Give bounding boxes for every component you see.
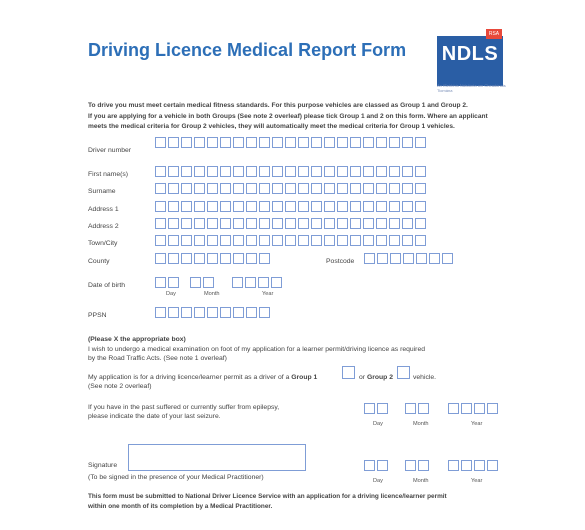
form-title: Driving Licence Medical Report Form xyxy=(88,40,407,60)
character-box[interactable] xyxy=(415,218,426,229)
character-box[interactable] xyxy=(324,201,335,212)
character-box[interactable] xyxy=(376,183,387,194)
seizure-day-boxes[interactable] xyxy=(364,403,388,414)
character-box[interactable] xyxy=(155,183,166,194)
character-box[interactable] xyxy=(181,137,192,148)
character-box[interactable] xyxy=(233,137,244,148)
character-box[interactable] xyxy=(181,218,192,229)
signature-day-box[interactable] xyxy=(377,460,388,471)
character-box[interactable] xyxy=(337,201,348,212)
character-box[interactable] xyxy=(246,183,257,194)
character-box[interactable] xyxy=(415,201,426,212)
character-box[interactable] xyxy=(402,201,413,212)
section-heading: (Please X the appropriate box) xyxy=(88,336,186,343)
seizure-month-box[interactable] xyxy=(405,403,416,414)
signature-month-box[interactable] xyxy=(405,460,416,471)
character-box[interactable] xyxy=(259,137,270,148)
footer-line-2: within one month of its completion by a Medical Practitioner. xyxy=(88,503,273,510)
character-box[interactable] xyxy=(285,235,296,246)
character-box[interactable] xyxy=(389,183,400,194)
character-box[interactable] xyxy=(259,201,270,212)
character-box[interactable] xyxy=(272,235,283,246)
dob-year-caption: Year xyxy=(262,291,274,297)
character-box[interactable] xyxy=(168,201,179,212)
group-or: or xyxy=(359,374,366,381)
character-box[interactable] xyxy=(272,137,283,148)
signature-month-box[interactable] xyxy=(418,460,429,471)
seizure-day-caption: Day xyxy=(373,421,383,427)
driver-number-boxes[interactable] xyxy=(155,137,426,148)
rsa-badge: RSA xyxy=(486,29,502,39)
character-box[interactable] xyxy=(376,201,387,212)
character-box[interactable] xyxy=(376,218,387,229)
character-box[interactable] xyxy=(402,218,413,229)
intro-line-2: If you are applying for a vehicle in both Groups (See note 2 overleaf) please tick Group 1 and 2 on this form. Where an applicant xyxy=(88,112,488,120)
town-city-label: Town/City xyxy=(88,240,118,247)
character-box[interactable] xyxy=(259,235,270,246)
character-box[interactable] xyxy=(272,166,283,177)
character-box[interactable] xyxy=(194,235,205,246)
address1-label: Address 1 xyxy=(88,206,119,213)
character-box[interactable] xyxy=(181,183,192,194)
dob-year-box[interactable] xyxy=(271,277,282,288)
character-box[interactable] xyxy=(363,166,374,177)
character-box[interactable] xyxy=(194,183,205,194)
ppsn-label: PPSN xyxy=(88,312,107,319)
footer-note xyxy=(88,492,508,512)
character-box[interactable] xyxy=(168,137,179,148)
character-box[interactable] xyxy=(220,137,231,148)
signature-year-box[interactable] xyxy=(461,460,472,471)
group-1-checkbox[interactable] xyxy=(342,366,355,379)
character-box[interactable] xyxy=(246,253,257,264)
footer-line-1: This form must be submitted to National Driver Licence Service with an application for a driving licence/learner permit xyxy=(88,493,447,500)
character-box[interactable] xyxy=(350,235,361,246)
character-box[interactable] xyxy=(363,218,374,229)
character-box[interactable] xyxy=(220,201,231,212)
character-box[interactable] xyxy=(168,218,179,229)
seizure-day-box[interactable] xyxy=(364,403,375,414)
character-box[interactable] xyxy=(363,201,374,212)
character-box[interactable] xyxy=(181,166,192,177)
seizure-year-boxes[interactable] xyxy=(448,403,498,414)
character-box[interactable] xyxy=(311,218,322,229)
character-box[interactable] xyxy=(376,137,387,148)
character-box[interactable] xyxy=(416,253,427,264)
logo-text: NDLS xyxy=(441,43,499,65)
character-box[interactable] xyxy=(246,218,257,229)
character-box[interactable] xyxy=(311,201,322,212)
character-box[interactable] xyxy=(155,218,166,229)
character-box[interactable] xyxy=(415,183,426,194)
signature-day-boxes[interactable] xyxy=(364,460,388,471)
character-box[interactable] xyxy=(168,235,179,246)
character-box[interactable] xyxy=(311,137,322,148)
character-box[interactable] xyxy=(324,183,335,194)
character-box[interactable] xyxy=(350,137,361,148)
character-box[interactable] xyxy=(298,235,309,246)
character-box[interactable] xyxy=(377,253,388,264)
signature-note: (To be signed in the presence of your Medical Practitioner) xyxy=(88,474,264,481)
character-box[interactable] xyxy=(298,218,309,229)
signature-year-box[interactable] xyxy=(487,460,498,471)
signature-year-box[interactable] xyxy=(448,460,459,471)
character-box[interactable] xyxy=(285,183,296,194)
dob-year-boxes[interactable] xyxy=(232,277,282,288)
character-box[interactable] xyxy=(168,183,179,194)
date-of-birth-label: Date of birth xyxy=(88,282,126,289)
character-box[interactable] xyxy=(259,183,270,194)
character-box[interactable] xyxy=(246,137,257,148)
character-box[interactable] xyxy=(207,218,218,229)
intro-line-3: meets the medical criteria for Group 2 vehicles, they will automatically meet the medical criteria for Group 1 vehicles. xyxy=(88,123,455,130)
dob-month-boxes[interactable] xyxy=(190,277,214,288)
character-box[interactable] xyxy=(220,218,231,229)
ppsn-boxes[interactable] xyxy=(155,307,270,318)
seizure-year-box[interactable] xyxy=(461,403,472,414)
signature-year-caption: Year xyxy=(471,478,483,484)
seizure-year-box[interactable] xyxy=(448,403,459,414)
character-box[interactable] xyxy=(363,137,374,148)
exam-line-2: by the Road Traffic Acts. (See note 1 overleaf) xyxy=(88,355,227,362)
character-box[interactable] xyxy=(285,201,296,212)
postcode-boxes[interactable] xyxy=(364,253,453,264)
character-box[interactable] xyxy=(207,183,218,194)
character-box[interactable] xyxy=(324,218,335,229)
character-box[interactable] xyxy=(415,235,426,246)
dob-day-box[interactable] xyxy=(155,277,166,288)
character-box[interactable] xyxy=(246,307,257,318)
signature-label: Signature xyxy=(88,462,118,469)
character-box[interactable] xyxy=(246,166,257,177)
character-box[interactable] xyxy=(233,253,244,264)
first-names-boxes[interactable] xyxy=(155,166,426,177)
character-box[interactable] xyxy=(194,307,205,318)
character-box[interactable] xyxy=(272,218,283,229)
character-box[interactable] xyxy=(311,235,322,246)
group-2-text xyxy=(359,374,393,381)
exam-line-1: I wish to undergo a medical examination on foot of my application for a learner permit/driving licence as required xyxy=(88,346,426,353)
group-prefix: My application is for a driving licence/learner permit as a driver of a xyxy=(88,374,290,381)
character-box[interactable] xyxy=(442,253,453,264)
character-box[interactable] xyxy=(259,253,270,264)
character-box[interactable] xyxy=(194,201,205,212)
county-boxes[interactable] xyxy=(155,253,270,264)
character-box[interactable] xyxy=(272,183,283,194)
character-box[interactable] xyxy=(337,183,348,194)
character-box[interactable] xyxy=(194,218,205,229)
seizure-year-box[interactable] xyxy=(487,403,498,414)
logo-subtitle xyxy=(437,78,507,93)
character-box[interactable] xyxy=(207,137,218,148)
character-box[interactable] xyxy=(337,166,348,177)
intro-text xyxy=(88,101,508,133)
character-box[interactable] xyxy=(350,218,361,229)
address2-boxes[interactable] xyxy=(155,218,426,229)
group-note: (See note 2 overleaf) xyxy=(88,383,152,390)
character-box[interactable] xyxy=(246,235,257,246)
character-box[interactable] xyxy=(285,166,296,177)
character-box[interactable] xyxy=(168,307,179,318)
seizure-year-box[interactable] xyxy=(474,403,485,414)
character-box[interactable] xyxy=(246,201,257,212)
character-box[interactable] xyxy=(220,183,231,194)
dob-month-box[interactable] xyxy=(203,277,214,288)
character-box[interactable] xyxy=(324,137,335,148)
character-box[interactable] xyxy=(194,253,205,264)
character-box[interactable] xyxy=(324,235,335,246)
character-box[interactable] xyxy=(259,166,270,177)
character-box[interactable] xyxy=(402,137,413,148)
character-box[interactable] xyxy=(233,201,244,212)
seizure-month-caption: Month xyxy=(413,421,429,427)
dob-day-box[interactable] xyxy=(168,277,179,288)
character-box[interactable] xyxy=(415,137,426,148)
group-2-label: Group 2 xyxy=(366,374,393,381)
character-box[interactable] xyxy=(298,166,309,177)
character-box[interactable] xyxy=(390,253,401,264)
signature-day-box[interactable] xyxy=(364,460,375,471)
character-box[interactable] xyxy=(337,218,348,229)
signature-year-box[interactable] xyxy=(474,460,485,471)
epilepsy-line-2: please indicate the date of your last seizure. xyxy=(88,413,221,420)
character-box[interactable] xyxy=(350,183,361,194)
character-box[interactable] xyxy=(220,166,231,177)
group-question xyxy=(88,374,317,381)
character-box[interactable] xyxy=(402,183,413,194)
character-box[interactable] xyxy=(207,307,218,318)
character-box[interactable] xyxy=(285,137,296,148)
character-box[interactable] xyxy=(363,235,374,246)
character-box[interactable] xyxy=(389,218,400,229)
signature-box[interactable] xyxy=(128,444,306,471)
surname-boxes[interactable] xyxy=(155,183,426,194)
dob-month-box[interactable] xyxy=(190,277,201,288)
character-box[interactable] xyxy=(389,166,400,177)
character-box[interactable] xyxy=(233,307,244,318)
dob-day-caption: Day xyxy=(166,291,176,297)
character-box[interactable] xyxy=(155,166,166,177)
character-box[interactable] xyxy=(402,166,413,177)
character-box[interactable] xyxy=(220,307,231,318)
character-box[interactable] xyxy=(363,183,374,194)
character-box[interactable] xyxy=(298,201,309,212)
dob-day-boxes[interactable] xyxy=(155,277,179,288)
character-box[interactable] xyxy=(311,183,322,194)
character-box[interactable] xyxy=(207,166,218,177)
character-box[interactable] xyxy=(337,137,348,148)
character-box[interactable] xyxy=(389,201,400,212)
character-box[interactable] xyxy=(207,201,218,212)
seizure-year-caption: Year xyxy=(471,421,483,427)
character-box[interactable] xyxy=(155,201,166,212)
address1-boxes[interactable] xyxy=(155,201,426,212)
character-box[interactable] xyxy=(403,253,414,264)
character-box[interactable] xyxy=(259,218,270,229)
dob-year-box[interactable] xyxy=(245,277,256,288)
character-box[interactable] xyxy=(233,166,244,177)
character-box[interactable] xyxy=(194,166,205,177)
character-box[interactable] xyxy=(376,166,387,177)
character-box[interactable] xyxy=(376,235,387,246)
epilepsy-line-1: If you have in the past suffered or currently suffer from epilepsy, xyxy=(88,404,280,411)
intro-line-1: To drive you must meet certain medical fitness standards. For this purpose vehicles are classed as Group 1 and Group 2. xyxy=(88,102,468,109)
group-2-checkbox[interactable] xyxy=(397,366,410,379)
logo-subtitle-en: National Driver Licence Service xyxy=(437,78,493,83)
signature-month-boxes[interactable] xyxy=(405,460,429,471)
character-box[interactable] xyxy=(181,201,192,212)
character-box[interactable] xyxy=(389,137,400,148)
character-box[interactable] xyxy=(429,253,440,264)
character-box[interactable] xyxy=(155,137,166,148)
address2-label: Address 2 xyxy=(88,223,119,230)
surname-label: Surname xyxy=(88,188,116,195)
character-box[interactable] xyxy=(220,253,231,264)
character-box[interactable] xyxy=(194,137,205,148)
county-label: County xyxy=(88,258,110,265)
character-box[interactable] xyxy=(259,307,270,318)
character-box[interactable] xyxy=(168,166,179,177)
dob-year-box[interactable] xyxy=(258,277,269,288)
group-1-label: Group 1 xyxy=(291,374,318,381)
character-box[interactable] xyxy=(298,183,309,194)
first-names-label: First name(s) xyxy=(88,171,129,178)
character-box[interactable] xyxy=(155,253,166,264)
signature-month-caption: Month xyxy=(413,478,429,484)
character-box[interactable] xyxy=(298,137,309,148)
character-box[interactable] xyxy=(207,235,218,246)
character-box[interactable] xyxy=(402,235,413,246)
character-box[interactable] xyxy=(181,235,192,246)
character-box[interactable] xyxy=(207,253,218,264)
driver-number-label: Driver number xyxy=(88,147,132,154)
town-city-boxes[interactable] xyxy=(155,235,426,246)
character-box[interactable] xyxy=(155,235,166,246)
character-box[interactable] xyxy=(233,218,244,229)
character-box[interactable] xyxy=(181,253,192,264)
character-box[interactable] xyxy=(168,253,179,264)
seizure-month-boxes[interactable] xyxy=(405,403,429,414)
character-box[interactable] xyxy=(233,183,244,194)
character-box[interactable] xyxy=(220,235,231,246)
character-box[interactable] xyxy=(155,307,166,318)
character-box[interactable] xyxy=(337,235,348,246)
character-box[interactable] xyxy=(311,166,322,177)
character-box[interactable] xyxy=(350,166,361,177)
character-box[interactable] xyxy=(233,235,244,246)
dob-year-box[interactable] xyxy=(232,277,243,288)
character-box[interactable] xyxy=(272,201,283,212)
character-box[interactable] xyxy=(350,201,361,212)
seizure-month-box[interactable] xyxy=(418,403,429,414)
character-box[interactable] xyxy=(415,166,426,177)
signature-year-boxes[interactable] xyxy=(448,460,498,471)
logo-subtitle-ga: An tSeirbhís Náisiúnta um Cheadúnais Tiomána xyxy=(437,83,506,93)
character-box[interactable] xyxy=(181,307,192,318)
seizure-day-box[interactable] xyxy=(377,403,388,414)
dob-month-caption: Month xyxy=(204,291,220,297)
character-box[interactable] xyxy=(324,166,335,177)
signature-day-caption: Day xyxy=(373,478,383,484)
character-box[interactable] xyxy=(285,218,296,229)
character-box[interactable] xyxy=(389,235,400,246)
character-box[interactable] xyxy=(364,253,375,264)
group-suffix: vehicle. xyxy=(413,374,437,381)
postcode-label: Postcode xyxy=(326,258,355,265)
